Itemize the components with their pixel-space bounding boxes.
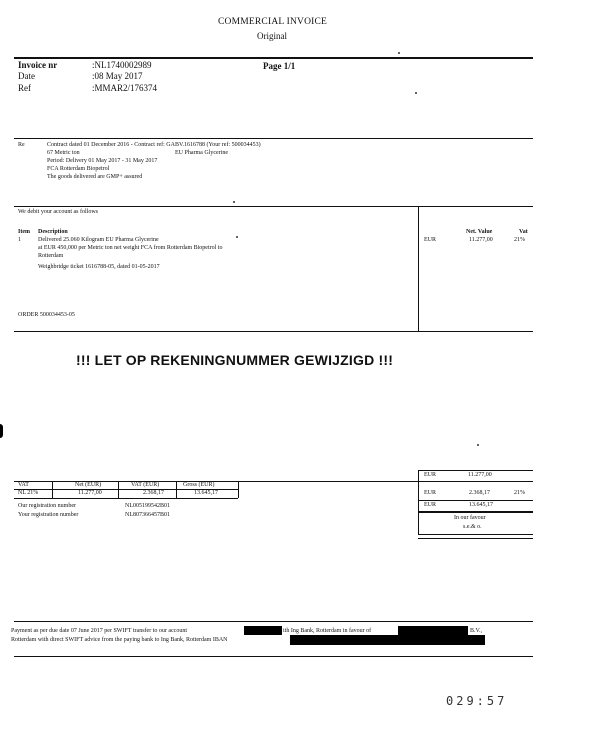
re-line: Period: Delivery 01 May 2017 - 31 May 2017: [47, 158, 158, 164]
our-registration-value: NL005199542B01: [125, 503, 170, 509]
re-product: EU Pharma Glycerine: [175, 150, 228, 156]
warning-banner: !!! LET OP REKENINGNUMMER GEWIJZIGD !!!: [76, 352, 394, 368]
page-indicator: Page 1/1: [263, 61, 296, 71]
document-title: COMMERCIAL INVOICE: [218, 17, 328, 27]
totals-top-rule: [418, 470, 533, 471]
our-registration-label: Our registration number: [18, 503, 76, 509]
totals-rule: [418, 500, 533, 501]
favour-line: In our favour: [454, 515, 486, 521]
totals-net: 11.277,00: [468, 472, 492, 478]
net-header: Net (EUR): [75, 482, 102, 488]
vat-rate-cell: NL 21%: [18, 490, 39, 496]
item-desc-line: Rotterdam: [38, 253, 64, 259]
col-vat: Vat: [519, 229, 528, 235]
totals-vat-pct: 21%: [514, 490, 525, 496]
scan-speck: [236, 236, 238, 238]
re-rule: [14, 138, 533, 139]
net-cell: 11.277,00: [78, 490, 102, 496]
totals-currency: EUR: [424, 472, 436, 478]
re-line: 67 Metric ton: [47, 150, 80, 156]
re-label: Re: [18, 142, 25, 148]
item-net-value: 11.277,00: [469, 237, 493, 243]
invoice-nr-label: Invoice nr: [18, 60, 58, 70]
vat-table-bottom-rule: [14, 498, 238, 499]
totals-vat: 2.368,17: [469, 490, 490, 496]
re-line: Contract dated 01 December 2016 - Contract ref: GABV.1616788 (Your ref: 500034453): [47, 142, 261, 148]
payment-top-rule: [14, 621, 533, 622]
redaction-bar: [398, 626, 468, 635]
debit-intro: We debit your account as follows: [18, 209, 98, 215]
scan-speck: [398, 52, 400, 54]
scan-speck: [477, 444, 479, 446]
invoice-nr-value: :NL1740002989: [92, 60, 152, 70]
scan-mark: [0, 424, 3, 438]
vat-header: VAT: [18, 482, 29, 488]
col-description: Description: [38, 229, 68, 235]
vat-cell: 2.368,17: [143, 490, 164, 496]
col-net-value: Net. Value: [466, 229, 493, 235]
payment-bottom-rule: [14, 656, 533, 657]
your-registration-label: Your registration number: [18, 512, 79, 518]
item-number: 1: [18, 237, 21, 243]
favour-line: s.e.& o.: [463, 524, 482, 530]
order-reference: ORDER 500034453-05: [18, 312, 75, 318]
redaction-bar: [244, 626, 282, 635]
payment-line: B.V.,: [470, 628, 483, 634]
debit-top-rule: [14, 206, 533, 207]
document-stamp: 029:57: [446, 694, 508, 708]
item-desc-line: at EUR 450,000 per Metric ton net weight FCA from Rotterdam Biopetrol to: [38, 245, 223, 251]
date-label: Date: [18, 71, 35, 81]
totals-divider: [418, 470, 419, 534]
ref-value: :MMAR2/176374: [92, 83, 158, 93]
item-desc-line: Delivered 25.060 Kilogram EU Pharma Glycerine: [38, 237, 159, 243]
totals-gross: 13.645,17: [469, 502, 493, 508]
date-value: :08 May 2017: [92, 71, 143, 81]
debit-bottom-rule: [14, 331, 533, 332]
your-registration-value: NL807366457B01: [125, 512, 170, 518]
vat-eur-header: VAT (EUR): [131, 482, 160, 488]
item-vat: 21%: [514, 237, 525, 243]
scan-speck: [233, 201, 235, 203]
payment-line: ith Ing Bank, Rotterdam in favour of: [283, 628, 372, 634]
payment-line: Payment as per due date 07 June 2017 per SWIFT transfer to our account: [11, 628, 188, 634]
re-line: The goods delivered are GMP+ assured: [47, 174, 143, 180]
totals-rule: [418, 481, 533, 482]
totals-rule: [418, 538, 533, 539]
debit-divider: [418, 206, 419, 331]
totals-rule: [418, 534, 533, 535]
scan-speck: [415, 92, 417, 94]
col-item: Item: [18, 229, 30, 235]
totals-currency: EUR: [424, 490, 436, 496]
item-currency: EUR: [424, 237, 436, 243]
payment-line: Rotterdam with direct SWIFT advice from the paying bank to Ing Bank, Rotterdam IBAN: [11, 637, 228, 643]
ref-label: Ref: [18, 83, 31, 93]
redaction-bar: [290, 635, 485, 645]
totals-rule: [418, 511, 533, 513]
header-rule: [14, 57, 533, 59]
gross-header: Gross (EUR): [183, 482, 215, 488]
gross-cell: 13.645,17: [194, 490, 218, 496]
vat-table-col-rule: [238, 481, 239, 498]
document-subtitle: Original: [257, 31, 287, 41]
re-line: FCA Rotterdam Biopetrol: [47, 166, 110, 172]
totals-currency: EUR: [424, 502, 436, 508]
item-desc-line: Weighbridge ticket 1616788-05, dated 01-05-2017: [38, 264, 160, 270]
